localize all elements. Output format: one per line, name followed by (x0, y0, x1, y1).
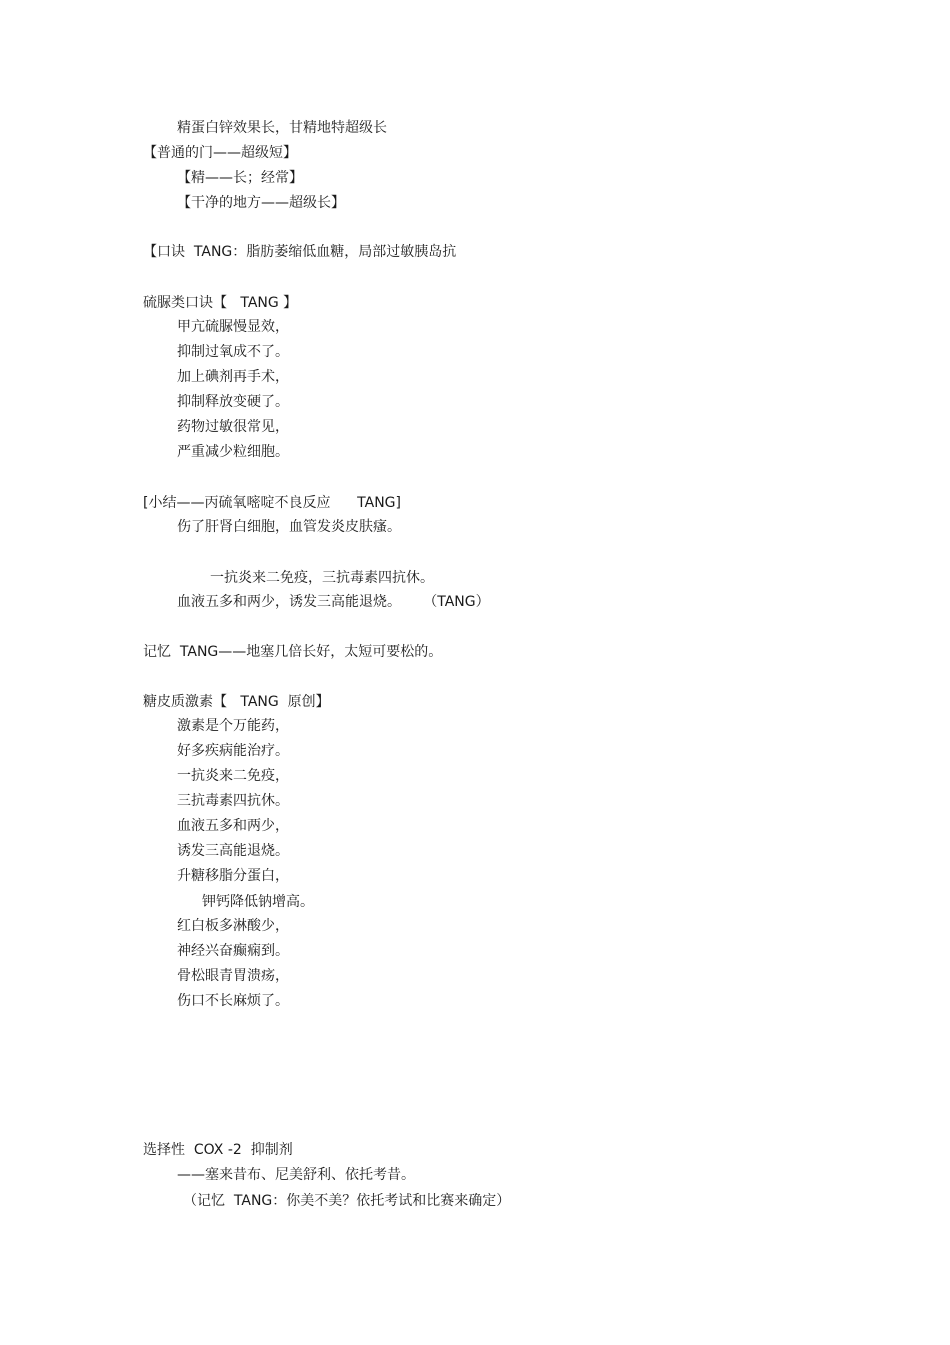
text-line-32: ——塞来昔布、尼美舒利、依托考昔。 (177, 1167, 415, 1183)
text-line-16: 血液五多和两少，诱发三高能退烧。 （TANG） (177, 594, 490, 610)
text-line-14: 伤了肝肾白细胞，血管发炎皮肤瘙。 (177, 519, 401, 535)
section-heading-glucocorticoid: 糖皮质激素【 TANG 原创】 (143, 694, 330, 710)
text-line-11: 药物过敏很常见， (177, 419, 289, 435)
section-heading-summary: [小结——丙硫氧嘧啶不良反应 TANG] (143, 495, 401, 511)
text-line-21: 一抗炎来二免疫， (177, 768, 289, 784)
text-line-12: 严重减少粒细胞。 (177, 444, 289, 460)
text-line-28: 神经兴奋癫痫到。 (177, 943, 289, 959)
text-line-25: 升糖移脂分蛋白， (177, 868, 289, 884)
text-line-10: 抑制释放变硬了。 (177, 394, 289, 410)
section-heading-thiourea: 硫脲类口诀【 TANG 】 (143, 295, 298, 311)
text-line-2: 【普通的门——超级短】 (143, 145, 297, 161)
text-line-1: 精蛋白锌效果长，甘精地特超级长 (177, 120, 387, 136)
text-line-30: 伤口不长麻烦了。 (177, 993, 289, 1009)
text-line-20: 好多疾病能治疗。 (177, 743, 289, 759)
text-line-15: 一抗炎来二免疫，三抗毒素四抗休。 (210, 570, 434, 586)
section-heading-cox2: 选择性 COX -2 抑制剂 (143, 1142, 293, 1158)
text-line-23: 血液五多和两少， (177, 818, 289, 834)
text-line-22: 三抗毒素四抗休。 (177, 793, 289, 809)
text-line-5: 【口诀 TANG：脂肪萎缩低血糖，局部过敏胰岛抗 (143, 244, 457, 260)
text-line-29: 骨松眼青胃溃疡， (177, 968, 289, 984)
text-line-19: 激素是个万能药， (177, 718, 289, 734)
text-line-9: 加上碘剂再手术， (177, 369, 289, 385)
text-line-17: 记忆 TANG——地塞几倍长好，太短可要松的。 (143, 644, 443, 660)
text-line-26: 钾钙降低钠增高。 (202, 894, 314, 910)
text-line-24: 诱发三高能退烧。 (177, 843, 289, 859)
text-line-4: 【干净的地方——超级长】 (177, 195, 345, 211)
text-line-27: 红白板多淋酸少， (177, 918, 289, 934)
text-line-7: 甲亢硫脲慢显效， (177, 319, 289, 335)
text-line-3: 【精——长；经常】 (177, 170, 303, 186)
text-line-8: 抑制过氧成不了。 (177, 344, 289, 360)
text-line-33: （记忆 TANG：你美不美？依托考试和比赛来确定） (183, 1193, 511, 1209)
